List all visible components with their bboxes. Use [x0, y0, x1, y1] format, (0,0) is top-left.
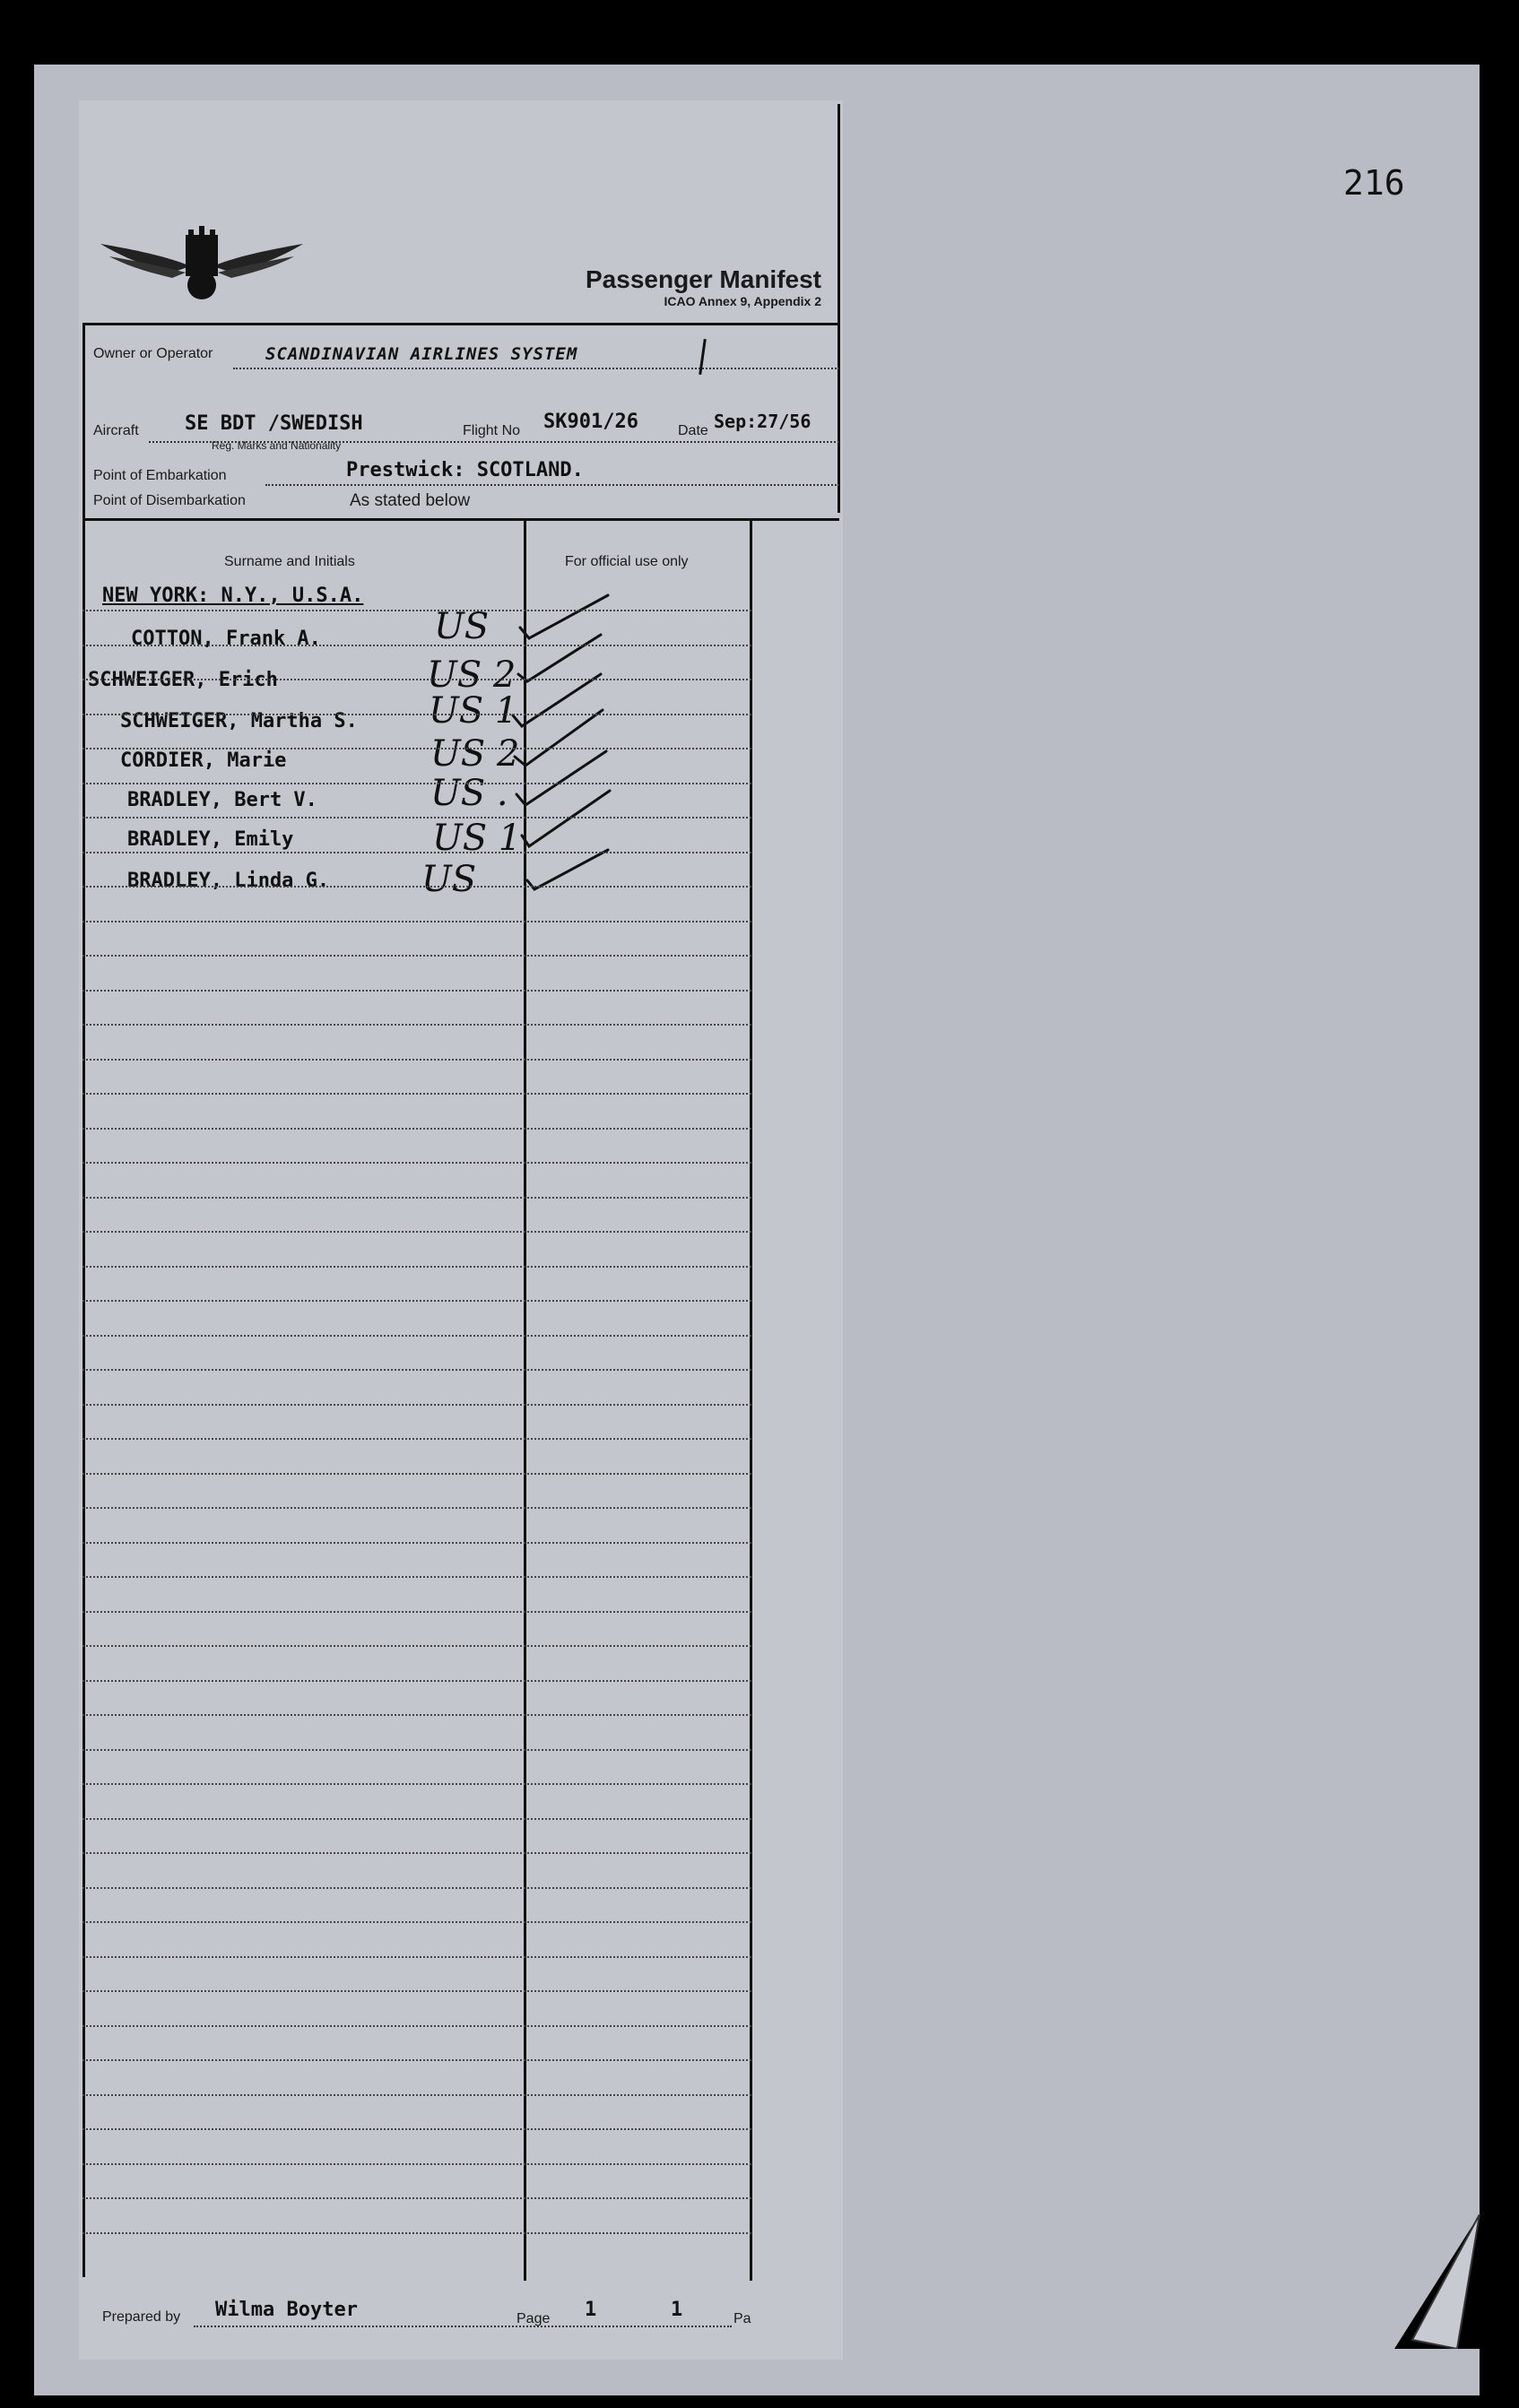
ruled-line	[82, 1335, 751, 1337]
airline-wings-logo-icon	[100, 226, 303, 307]
manifest-form	[79, 100, 843, 2360]
folded-corner-icon	[1394, 2214, 1484, 2349]
embarkation-label: Point of Embarkation	[93, 468, 227, 483]
ruled-line	[82, 1162, 751, 1164]
ruled-line	[82, 852, 751, 853]
handwritten-mark: US 2	[427, 654, 516, 696]
ruled-line	[82, 1645, 751, 1647]
ruled-line	[82, 1369, 751, 1371]
form-title	[538, 265, 821, 308]
ruled-line	[82, 1059, 751, 1061]
destination-text: NEW YORK: N.Y., U.S.A.	[102, 585, 364, 607]
prepared-by-label: Prepared by	[102, 2309, 181, 2325]
disembarkation-value: As stated below	[350, 491, 471, 510]
ruled-line	[82, 817, 751, 819]
page-value: 1	[585, 2299, 597, 2321]
passenger-name: SCHWEIGER, Martha S.	[120, 710, 358, 732]
ruled-line	[82, 1611, 751, 1613]
form-right-border-top	[838, 104, 840, 513]
ruled-line	[82, 2197, 751, 2199]
ruled-line	[82, 1852, 751, 1854]
flight-label: Flight No	[463, 423, 521, 438]
owner-value: SCANDINAVIAN AIRLINES SYSTEM	[265, 344, 578, 364]
prepared-by-value: Wilma Boyter	[215, 2299, 358, 2321]
ruled-line	[82, 1266, 751, 1268]
ruled-line	[82, 1714, 751, 1716]
date-value: Sep:27/56	[714, 411, 812, 432]
handwritten-mark: US 1	[432, 818, 522, 859]
date-label: Date	[678, 423, 708, 438]
page-number: 216	[1343, 163, 1405, 203]
passenger-name: BRADLEY, Bert V.	[127, 789, 317, 811]
ruled-line	[82, 921, 751, 922]
header-divider	[82, 323, 839, 325]
ruled-line	[82, 1542, 751, 1544]
owner-label: Owner or Operator	[93, 346, 213, 361]
passenger-name: CORDIER, Marie	[120, 749, 287, 772]
handwritten-mark: US	[434, 606, 490, 647]
handwritten-mark: US 1	[429, 690, 518, 732]
ruled-line	[82, 645, 751, 646]
handwritten-mark: US .	[430, 773, 508, 814]
handwritten-mark: US 2	[430, 733, 520, 775]
passenger-name: BRADLEY, Linda G.	[127, 870, 330, 892]
ruled-line	[82, 1818, 751, 1820]
aircraft-dotted-line	[149, 441, 839, 443]
ruled-line	[82, 1507, 751, 1509]
ruled-line	[82, 1576, 751, 1578]
ruled-line	[82, 2128, 751, 2130]
ruled-line	[82, 2059, 751, 2061]
ruled-line	[82, 1024, 751, 1026]
ruled-line	[82, 748, 751, 749]
flight-value: SK901/26	[543, 411, 638, 433]
disembarkation-label: Point of Disembarkation	[93, 493, 246, 508]
ruled-line	[82, 1680, 751, 1682]
embarkation-value: Prestwick: SCOTLAND.	[346, 459, 584, 481]
handwritten-mark: US	[421, 859, 477, 900]
ruled-line	[82, 1473, 751, 1475]
ruled-line	[82, 2094, 751, 2096]
embarkation-dotted-line	[265, 484, 839, 486]
ruled-line	[82, 990, 751, 992]
ruled-line	[82, 1990, 751, 1992]
aircraft-label: Aircraft	[93, 423, 139, 438]
ruled-line	[82, 714, 751, 715]
names-column-header: Surname and Initials	[224, 554, 355, 569]
ruled-line	[82, 886, 751, 888]
ruled-line	[82, 1783, 751, 1785]
page-pa-label: Pa	[733, 2311, 751, 2326]
ruled-line	[82, 955, 751, 957]
aircraft-value: SE BDT /SWEDISH	[185, 412, 363, 435]
page-of-value: 1	[671, 2299, 683, 2321]
ruled-line	[82, 1093, 751, 1095]
ruled-line	[82, 679, 751, 680]
passenger-name: COTTON, Frank A.	[131, 628, 321, 650]
ruled-line	[82, 2232, 751, 2234]
owner-dotted-line	[233, 368, 839, 369]
subtitle-text: ICAO Annex 9, Appendix 2	[664, 294, 821, 308]
official-use-column-header: For official use only	[565, 554, 689, 569]
ruled-line	[82, 783, 751, 784]
passenger-name: SCHWEIGER, Erich	[88, 669, 278, 691]
aircraft-sub-label: Reg. Marks and Nationality	[212, 439, 342, 452]
ruled-line	[82, 2025, 751, 2027]
page-label: Page	[516, 2311, 551, 2326]
fields-divider	[82, 518, 839, 521]
ruled-line	[82, 1749, 751, 1751]
ruled-line	[82, 1197, 751, 1199]
ruled-line	[82, 610, 751, 611]
ruled-line	[82, 1887, 751, 1889]
title-text: Passenger Manifest	[586, 265, 821, 293]
ruled-line	[82, 1300, 751, 1302]
ruled-line	[82, 1921, 751, 1923]
ruled-line	[82, 2163, 751, 2165]
passenger-name: BRADLEY, Emily	[127, 828, 294, 851]
ruled-line	[82, 1128, 751, 1130]
ruled-line	[82, 1438, 751, 1440]
prepared-dotted-line	[194, 2326, 732, 2327]
ruled-line	[82, 1231, 751, 1233]
ruled-line	[82, 1404, 751, 1406]
ruled-line	[82, 1956, 751, 1958]
